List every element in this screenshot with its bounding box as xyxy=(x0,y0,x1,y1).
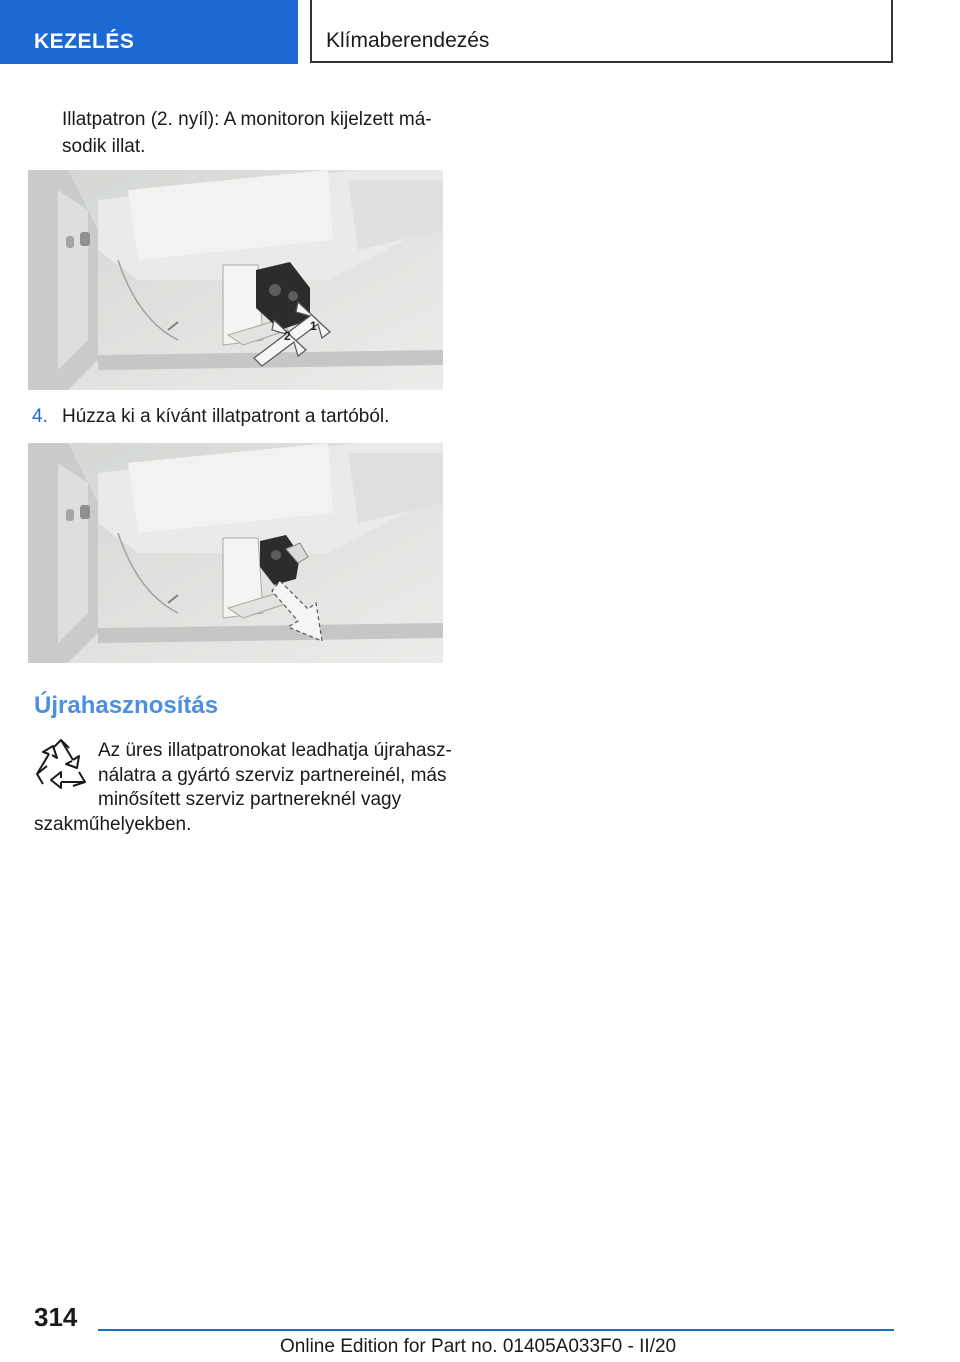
header-section-label: KEZELÉS xyxy=(34,30,135,53)
step-4-text: Húzza ki a kívánt illatpatront a tartóból. xyxy=(62,406,390,427)
page-number: 314 xyxy=(34,1302,78,1332)
header-chapter-label: Klímaberendezés xyxy=(326,29,490,52)
paragraph-line: Illatpatron (2. nyíl): A monitoron kijelzett má‐ xyxy=(62,109,432,130)
section-title-recycling: Újrahasznosítás xyxy=(34,692,219,719)
header-section-tab xyxy=(0,0,298,64)
figure-illustration xyxy=(28,170,443,390)
recycle-icon xyxy=(33,736,89,792)
arrow-label-2: 2 xyxy=(284,329,291,343)
recycle-icon xyxy=(33,736,89,792)
paragraph-line: sodik illat. xyxy=(62,136,146,157)
figure-illustration xyxy=(28,443,443,663)
arrow-label-1: 1 xyxy=(310,319,317,333)
figure-pull-out-cartridge xyxy=(28,443,443,663)
footer-edition: Online Edition for Part no. 01405A033F0 - II/20 xyxy=(280,1336,677,1357)
footer-rule xyxy=(98,1329,894,1331)
paragraph-line: szakműhelyekben. xyxy=(34,814,192,835)
step-number: 4. xyxy=(32,406,48,427)
paragraph-line: Az üres illatpatronokat leadhatja újrahasz‐ xyxy=(98,740,452,761)
figure-fragrance-holder xyxy=(28,170,443,390)
step-4-number xyxy=(32,403,48,430)
header-chapter-box xyxy=(310,0,893,63)
paragraph-line: minősített szerviz partnereknél vagy xyxy=(98,789,402,810)
paragraph-line: nálatra a gyártó szerviz partnereinél, más xyxy=(98,765,447,786)
